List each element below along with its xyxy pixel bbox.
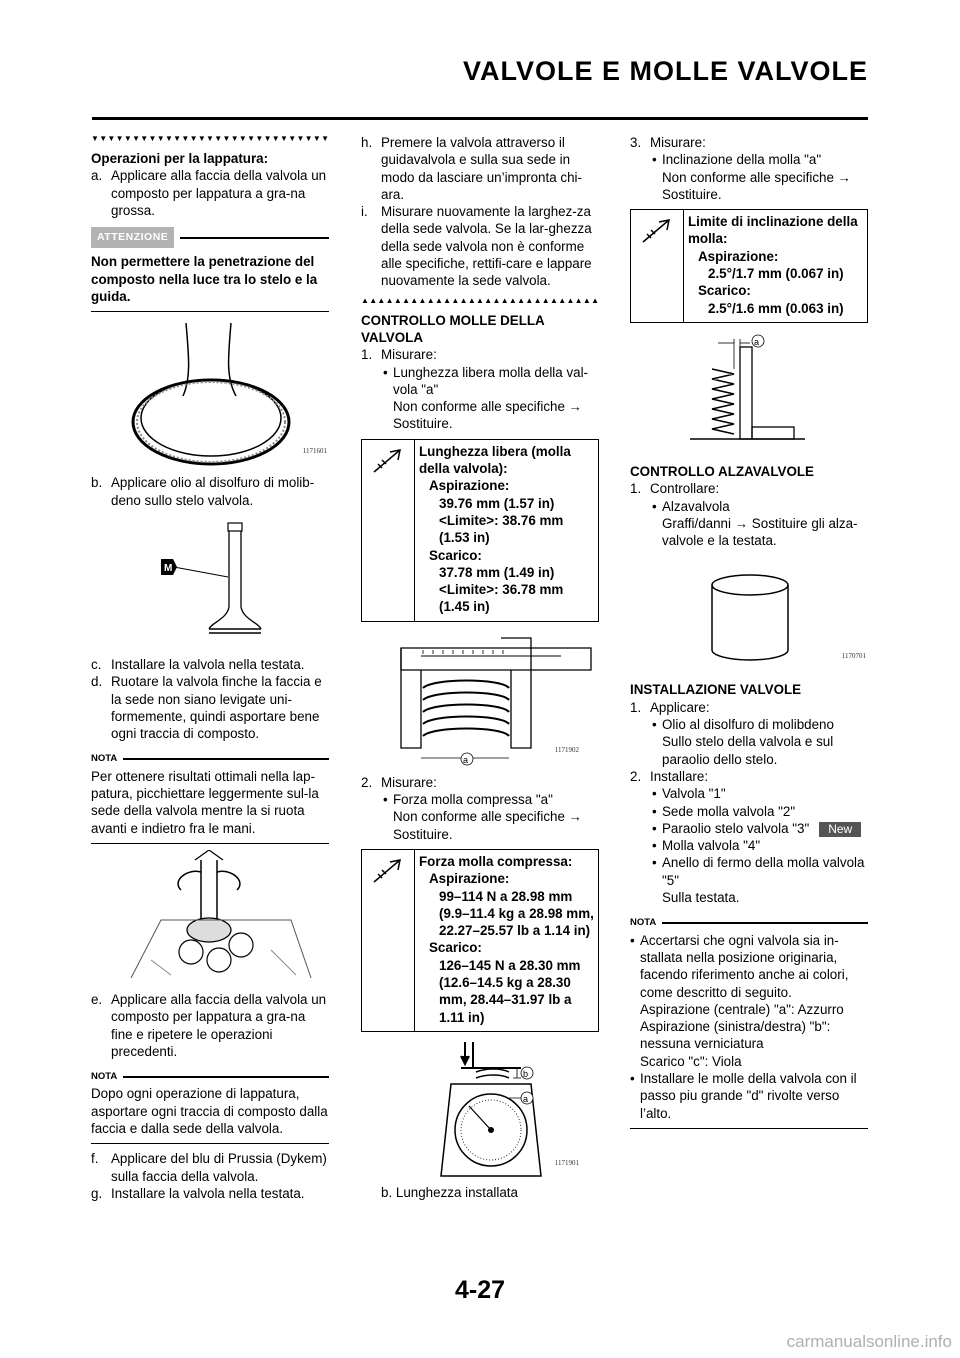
install-1-bullet: • Olio al disolfuro di molibdeno [652,717,834,733]
note-text: Per ottenere risultati ottimali nella lap-patura, picchiettare leggermente sul-la sede della valvola mentre la si ruota avanti e indietro fra le mani. [91,768,319,836]
molybdenum-oil-icon: M [164,562,173,574]
step-g: g. Installare la valvola nella testata. [91,1185,305,1201]
spec-intake-label: Aspirazione: [429,478,510,494]
lapping-heading: Operazioni per la lappatura: [91,151,269,166]
figure-valve-lifter [630,555,868,675]
figure-valve-face [91,318,329,468]
section-heading-springs: CONTROLLO MOLLE DELLA VALVOLA [361,312,545,345]
spec-intake-value: 99–114 N a 28.98 mm (9.9–11.4 kg a 28.98 mm, 22.27–25.57 lb a 1.14 in) [439,888,594,939]
spec-intake-limit: <Limite>: 38.76 mm (1.53 in) [439,512,564,546]
note-bullet: • Installare le molle della valvola con il passo piu grande "d" rivolte verso l’alto. [630,1070,857,1121]
caution-badge: ATTENZIONE [91,227,174,248]
spring-square-illustration [630,329,868,457]
spec-exhaust-limit: <Limite>: 36.78 mm (1.45 in) [439,582,564,615]
watermark: carmanualsonline.info [786,1332,952,1351]
note-box-2 [91,1068,329,1144]
install-item: • Sede molla valvola "2" [652,803,796,819]
step-f: f. Applicare del blu di Prussia (Dykem) sulla faccia della valvola. [91,1151,327,1184]
spec-intake-value: 2.5°/1.7 mm (0.067 in) [708,266,844,282]
install-item: • Molla valvola "4" [652,838,761,854]
measure-2-bullet: • Forza molla compressa "a" [383,792,553,808]
spec-box-compressed-force [361,849,599,1032]
spec-box-tilt-limit [630,209,868,323]
note-line: Aspirazione (centrale) "a": Azzurro [640,1001,844,1017]
valve-face-illustration [91,318,329,468]
measure-1-bullet: • Lunghezza libera molla della val-vola "a" [383,364,589,397]
check-1-note: Graffi/danni → Sostituire gli alza-valvole e la testata. [662,515,858,549]
step-c: c. Installare la valvola nella testata. [91,656,305,672]
figure-spring-scale [361,1038,599,1178]
spec-title: Forza molla compressa: [419,853,573,869]
measure-3-note: Non conforme alle specifiche → Sostituire. [662,169,852,202]
figure-code: 1170701 [841,652,866,661]
callout-a: a [754,336,760,347]
figure-spring-square [630,329,868,457]
page-title: VALVOLE E MOLLE VALVOLE [462,56,868,86]
note-box-3 [630,914,868,1129]
callout-a: a [523,1093,529,1104]
callout-a: a [463,754,469,765]
spec-box-free-length [361,439,599,622]
step-d: d. Ruotare la valvola finche la faccia e la sede non siano levigate uni-formemente, quindi asportare bene ogni traccia di composto. [91,674,322,742]
spec-exhaust-label: Scarico: [429,547,482,563]
header-rule [92,117,868,120]
measure-1: 1. Misurare: [361,347,437,363]
start-marker: ▼▼▼▼▼▼▼▼▼▼▼▼▼▼▼▼▼▼▼▼▼▼▼▼▼▼▼▼▼ [91,134,329,143]
valve-lifter-illustration [630,555,868,675]
spec-intake-label: Aspirazione: [698,248,779,264]
end-marker: ▲▲▲▲▲▲▲▲▲▲▲▲▲▲▲▲▲▲▲▲▲▲▲▲▲▲▲▲▲ [361,295,599,305]
figure-code: 1171902 [554,746,579,755]
note-bullet: • Accertarsi che ogni valvola sia in-stallata nella posizione originaria, facendo riferimento anche ai colori, come descritto di seguito. [630,932,849,1000]
caliper-spec-icon [362,850,415,1031]
figure-caption: b. Lunghezza installata [381,1184,518,1200]
step-e: e. Applicare alla faccia della valvola un composto per lappatura a gra-na fine e ripetere le operazioni precedenti. [91,991,327,1059]
note-line: Scarico "c": Viola [640,1053,742,1069]
measure-3: 3. Misurare: [630,135,706,150]
caution-box [91,227,329,312]
install-1-note: Sullo stelo della valvola e sul paraolio dello stelo. [662,734,834,767]
figure-code: 1171601 [302,447,327,456]
new-part-badge: New [819,822,861,837]
step-i: i. Misurare nuovamente la larghez-za della sede valvola. Se la lar-ghezza della sede valvola non è conforme alle specifiche, rettifi-care e lappare nuovamente la sede valvola. [361,204,592,289]
figure-caliper [361,628,599,768]
caliper-spec-icon [631,210,684,322]
spec-title: Limite di inclinazione della molla: [688,214,858,247]
valve-stem-illustration [91,515,329,650]
install-item: • Anello di fermo della molla valvola "5" [652,855,865,888]
check-1: 1. Controllare: [630,481,720,497]
measure-2-note: Non conforme alle specifiche → Sostituire. [393,809,583,842]
spec-exhaust-label: Scarico: [429,940,482,956]
note-text: Dopo ogni operazione di lappatura, asportare ogni traccia di composto dalla faccia e dalla sede della valvola. [91,1086,328,1137]
spec-intake-value: 39.76 mm (1.57 in) [439,495,555,511]
measure-2: 2. Misurare: [361,774,437,790]
note-label: NOTA [630,917,657,929]
note-box-1 [91,750,329,843]
section-heading-install: INSTALLAZIONE VALVOLE [630,682,802,698]
note-line: Aspirazione (sinistra/destra) "b": nessuna verniciatura [640,1019,831,1052]
page-number: 4-27 [454,1276,506,1304]
figure-valve-stem [91,515,329,650]
valve-lapping-illustration [91,850,329,985]
step-b: b. Applicare olio al disolfuro di molib-deno sullo stelo valvola. [91,475,315,508]
step-h: h. Premere la valvola attraverso il guidavalvola e sulla sua sede in modo da lasciare un’impronta chi-ara. [361,135,582,202]
check-1-bullet: • Alzavalvola [652,498,730,514]
column-middle [361,134,599,1201]
callout-b: b [523,1068,529,1079]
spec-exhaust-value: 2.5°/1.6 mm (0.063 in) [708,300,844,316]
install-2: 2. Installare: [630,768,709,784]
column-left [91,134,329,1202]
spec-title: Lunghezza libera (molla della valvola): [419,443,571,477]
install-2-note: Sulla testata. [662,890,740,906]
note-label: NOTA [91,1071,118,1083]
install-item: • Paraolio stelo valvola "3" New [630,820,868,837]
step-a: a. Applicare alla faccia della valvola un composto per lappatura a gra-na grossa. [91,168,327,218]
spec-exhaust-value: 37.78 mm (1.49 in) [439,564,555,580]
section-heading-lifters: CONTROLLO ALZAVALVOLE [630,463,814,479]
column-right [630,134,868,1129]
spec-exhaust-value: 126–145 N a 28.30 mm (12.6–14.5 kg a 28.30 mm, 28.44–31.97 lb a 1.11 in) [439,957,581,1025]
caliper-spec-icon [362,440,415,621]
measure-3-bullet: • Inclinazione della molla "a" [652,152,822,168]
spec-intake-label: Aspirazione: [429,871,510,887]
measure-1-note: Non conforme alle specifiche → Sostituire. [393,399,583,432]
install-1: 1. Applicare: [630,699,710,715]
caution-text: Non permettere la penetrazione del composto nella luce tra lo stelo e la guida. [91,254,318,305]
figure-valve-lapping [91,850,329,985]
figure-code: 1171901 [554,1158,579,1167]
spec-exhaust-label: Scarico: [698,283,751,299]
install-item: • Valvola "1" [652,786,726,802]
note-label: NOTA [91,753,118,765]
